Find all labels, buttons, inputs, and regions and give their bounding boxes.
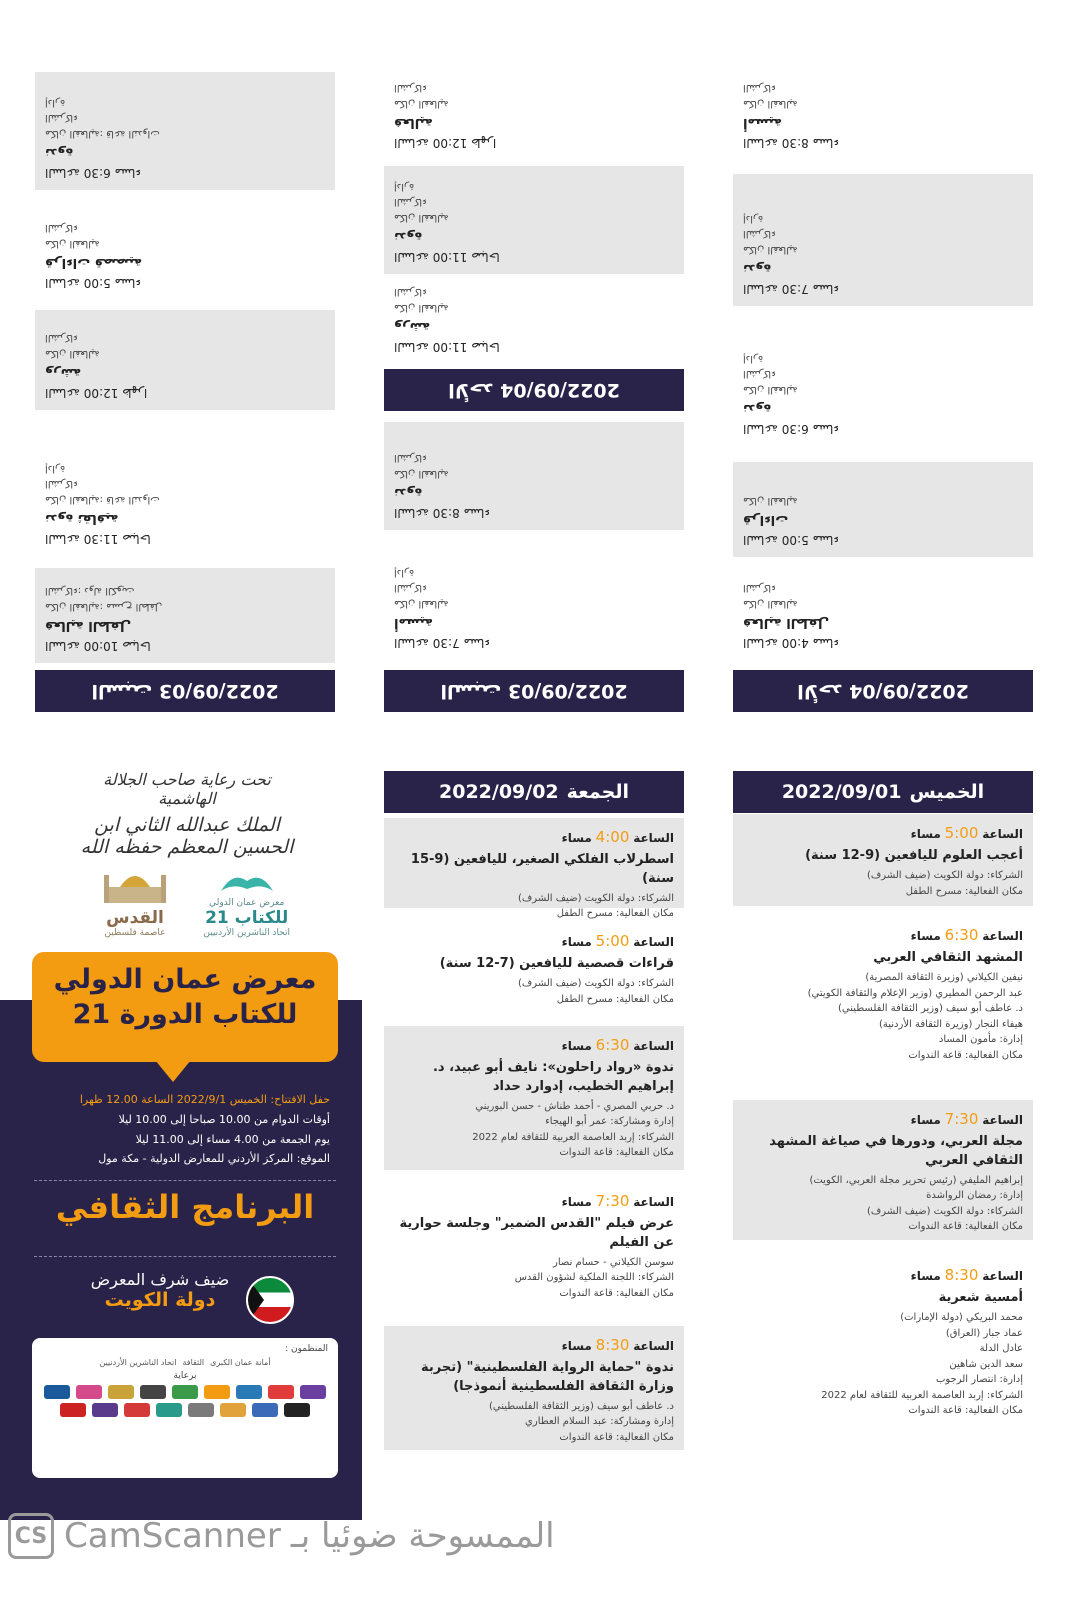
day-header-thursday: [733, 771, 1033, 813]
time-keyword: الساعة: [982, 1269, 1023, 1283]
time-period: مساء: [910, 827, 941, 841]
event-time: [394, 1190, 674, 1213]
flipped-event-time: الساعة 6:30 مساء: [45, 166, 141, 180]
patronage-line-2: الملك عبدالله الثاني ابن الحسين المعظم حفظه الله: [80, 814, 294, 858]
camscanner-watermark: [8, 1506, 1008, 1566]
flipped-event-time: الساعة 11:00 صباحا: [394, 250, 500, 264]
event-detail: مكان الفعالية: مسرح الطفل: [556, 993, 674, 1005]
callout-pointer: [155, 1060, 191, 1082]
fair-logo-sub: للكتاب: [234, 908, 289, 928]
time-period: مساء: [910, 1269, 941, 1283]
fair-logo-small: اتحاد الناشرين الأردنيين: [203, 928, 290, 938]
sponsor-logo-icon: [76, 1385, 102, 1399]
event-detail: الشركاء: اللجنة الملكية لشؤون القدس: [514, 1272, 674, 1284]
flipped-header-text: 2022/09/04 الأحد: [797, 680, 969, 702]
event-card: [733, 916, 1033, 1088]
flipped-event-line: مكان الفعالية: [394, 301, 449, 313]
event-detail: مكان الفعالية: قاعة الندوات: [559, 1147, 674, 1159]
event-detail: عبد الرحمن المطيري (وزير الإعلام والثقافة الكويتي): [807, 987, 1023, 999]
fair-title-line-1: معرض عمان الدولي: [53, 964, 317, 995]
flipped-event: [35, 200, 335, 300]
flipped-event-line: مكان الفعالية: مسرح الطفل: [45, 600, 163, 612]
flipped-event-line: الشركاء: [394, 82, 427, 94]
header-day: الخميس: [909, 781, 985, 803]
guest-of-honor: [60, 1270, 260, 1311]
event-detail: نيفين الكيلاني (وزيرة الثقافة المصرية): [865, 972, 1023, 984]
organizer-logo: اتحاد الناشرين الأردنيين: [99, 1358, 177, 1367]
event-detail: الشركاء: دولة الكويت (ضيف الشرف): [518, 978, 674, 990]
event-detail: عماد جبار (العراق): [945, 1327, 1023, 1339]
event-detail: مكان الفعالية: مسرح الطفل: [905, 885, 1023, 897]
time-period: مساء: [561, 1339, 592, 1353]
sponsor-logo-icon: [268, 1385, 294, 1399]
flipped-event: [35, 72, 335, 190]
patronage-line-1: تحت رعاية صاحب الجلالة الهاشمية: [103, 770, 271, 808]
event-detail: مكان الفعالية: مسرح الطفل: [556, 908, 674, 920]
flipped-event: [733, 174, 1033, 306]
info-line: [40, 1110, 330, 1130]
flipped-day-header: [384, 369, 684, 411]
event-detail: إدارة: مأمون المساد: [938, 1034, 1023, 1046]
event-card: [384, 818, 684, 920]
event-card: [384, 1326, 684, 1450]
flipped-event-line: إدارة: [45, 96, 66, 108]
event-detail: إدارة: رمضان الرواشدة: [926, 1190, 1023, 1202]
flipped-day-header: [733, 670, 1033, 712]
flipped-event-line: مكان الفعالية: قاعة الندوات: [45, 127, 160, 139]
time-period: مساء: [561, 935, 592, 949]
event-title: ندوة "حماية الرواية الفلسطينية" (تجربة وزارة الثقافة الفلسطينية أنموذجا): [421, 1360, 674, 1395]
info-value: من 4.00 مساء إلى 11.00 ليلا: [135, 1132, 277, 1146]
flipped-event-line: إدارة: [743, 212, 764, 224]
flipped-event-title: ورشة: [45, 365, 82, 381]
sponsor-logo-icon: [236, 1385, 262, 1399]
organizers-box: [32, 1338, 338, 1478]
event-time: [394, 1334, 674, 1357]
divider: [34, 1180, 336, 1181]
time-keyword: الساعة: [633, 935, 674, 949]
flipped-event-time: الساعة 7:30 مساء: [394, 636, 490, 650]
royal-patronage: [72, 770, 302, 858]
flipped-event-line: الشركاء: [743, 82, 776, 94]
fair-title-line-2: للكتاب الدورة 21: [72, 999, 298, 1031]
flipped-event: [733, 462, 1033, 557]
event-detail: مكان الفعالية: قاعة الندوات: [559, 1287, 674, 1299]
event-detail: محمد البريكي (دولة الإمارات): [900, 1312, 1023, 1324]
event-detail: عادل الدلة: [979, 1343, 1023, 1355]
event-time: [394, 1034, 674, 1057]
flipped-event-title: فعالية الطفل: [743, 615, 830, 631]
flipped-event-line: مكان الفعالية: [394, 467, 449, 479]
event-detail: مكان الفعالية: قاعة الندوات: [908, 1405, 1023, 1417]
event-detail: الشركاء: دولة الكويت (ضيف الشرف): [518, 892, 674, 904]
time-value: 8:30: [944, 1266, 979, 1284]
time-keyword: الساعة: [633, 1339, 674, 1353]
flipped-event: [384, 52, 684, 160]
info-label: أوقات الدوام: [271, 1112, 330, 1126]
event-title: أمسية شعرية: [938, 1290, 1023, 1306]
time-keyword: الساعة: [982, 827, 1023, 841]
sponsor-logo-icon: [204, 1385, 230, 1399]
event-detail: سوسن الكيلاني - حسام نصار: [553, 1256, 674, 1268]
flipped-event-title: فعالية: [394, 115, 433, 131]
fair-info: [40, 1090, 330, 1169]
logos-row: [100, 862, 290, 938]
flipped-event: [733, 322, 1033, 446]
event-detail: إدارة ومشاركة: عمر أبو الهيجاء: [545, 1116, 674, 1128]
flipped-event-time: الساعة 11:00 صباحا: [394, 340, 500, 354]
event-time: [394, 826, 674, 849]
info-label: يوم الجمعة: [279, 1132, 330, 1146]
flipped-event-title: أمسية: [394, 615, 433, 631]
flipped-event-line: مكان الفعالية: [45, 237, 100, 249]
header-day: الجمعة: [566, 781, 629, 803]
sponsor-logo-icon: [108, 1385, 134, 1399]
time-keyword: الساعة: [633, 1039, 674, 1053]
time-keyword: الساعة: [982, 929, 1023, 943]
sponsor-logos: [42, 1403, 328, 1417]
flipped-event-line: الشركاء: [45, 222, 78, 234]
flipped-event-time: الساعة 12:00 ظهرا: [394, 136, 497, 150]
fair-logo-num: [203, 908, 290, 928]
divider: [34, 1256, 336, 1257]
event-detail: د. حربي المصري - أحمد طناش - حسن البوريني: [475, 1100, 674, 1112]
event-detail: الشركاء: إربد العاصمة العربية للثقافة لعام 2022: [472, 1131, 674, 1143]
flipped-event-time: الساعة 5:00 مساء: [743, 533, 839, 547]
camscanner-logo-icon: CS: [8, 1513, 54, 1559]
quds-logo-name: القدس: [106, 908, 164, 928]
program-title: البرنامج الثقافي: [55, 1188, 315, 1226]
flipped-event: [384, 166, 684, 274]
fair-logo-name: معرض عمان الدولي: [209, 898, 285, 908]
event-time: [394, 930, 674, 953]
flipped-event: [35, 568, 335, 663]
flipped-event: [35, 416, 335, 556]
event-detail: مكان الفعالية: قاعة الندوات: [908, 1221, 1023, 1233]
flipped-event: [384, 422, 684, 530]
time-value: 5:00: [595, 932, 630, 950]
organizer-logo: أمانة عمان الكبرى: [210, 1358, 271, 1367]
flipped-event-time: الساعة 12:00 ظهرا: [45, 386, 148, 400]
flipped-event-time: الساعة 10:00 صباحا: [45, 639, 151, 653]
event-detail: إدارة: انتصار الرجوب: [935, 1374, 1023, 1386]
flipped-event-time: الساعة 7:30 مساء: [743, 282, 839, 296]
flipped-event-line: مكان الفعالية: [45, 347, 100, 359]
flipped-event-line: إدارة: [45, 462, 66, 474]
header-date: 2022/09/01: [781, 781, 902, 803]
sponsor-logo-icon: [60, 1403, 86, 1417]
flipped-event-line: مكان الفعالية: [743, 383, 798, 395]
guest-line-1: ضيف شرف المعرض: [90, 1270, 230, 1289]
info-label: حفل الافتتاح:: [270, 1093, 330, 1106]
flipped-event: [384, 280, 684, 364]
flipped-event-line: الشركاء: [45, 112, 78, 124]
flipped-event-line: الشركاء: [394, 196, 427, 208]
sponsor-logo-icon: [252, 1403, 278, 1417]
flipped-event-line: الشركاء: [45, 478, 78, 490]
time-keyword: الساعة: [633, 831, 674, 845]
event-detail: الشركاء: إربد العاصمة العربية للثقافة لعام 2022: [821, 1389, 1023, 1401]
sponsor-logo-icon: [92, 1403, 118, 1417]
event-title: اسطرلاب الفلكي الصغير، لليافعين (9-15 سنة): [410, 852, 674, 887]
event-card: [384, 922, 684, 1016]
event-card: [733, 1100, 1033, 1240]
flipped-event-title: ندوة: [45, 145, 74, 161]
time-period: مساء: [910, 1113, 941, 1127]
flipped-event-line: الشركاء: [394, 286, 427, 298]
sponsor-logo-icon: [220, 1403, 246, 1417]
time-keyword: الساعة: [982, 1113, 1023, 1127]
flipped-event-line: مكان الفعالية: [394, 211, 449, 223]
event-title: مجلة العربي، ودورها في صياغة المشهد الثقافي العربي: [769, 1134, 1023, 1169]
sponsor-logo-icon: [140, 1385, 166, 1399]
flipped-event-line: مكان الفعالية: [743, 494, 798, 506]
header-date: 2022/09/02: [439, 781, 559, 803]
info-line: [40, 1130, 330, 1150]
time-value: 6:30: [595, 1036, 630, 1054]
flipped-event-time: الساعة 6:30 مساء: [743, 422, 839, 436]
organizers-label: المنظمون :: [285, 1344, 328, 1354]
flipped-event-title: ندوة: [743, 261, 772, 277]
flipped-event-line: مكان الفعالية: [394, 97, 449, 109]
fair-title-box: [32, 952, 338, 1062]
event-detail: سعد الدين شاهين: [949, 1358, 1023, 1370]
flipped-event-time: الساعة 8:30 مساء: [743, 136, 839, 150]
info-line: [40, 1149, 330, 1169]
event-time: [743, 822, 1023, 845]
event-title: عرض فيلم "القدس الضمير" وجلسة حوارية عن الفيلم: [399, 1216, 674, 1251]
flipped-event: [384, 536, 684, 660]
flipped-header-text: 2022/09/04 الأحد: [448, 379, 620, 401]
event-title: ندوة «رواد راحلون»: نايف أبو عبيد، د. إبراهيم الخطيب، إدوارد حداد: [432, 1060, 674, 1095]
flipped-event-line: إدارة: [743, 352, 764, 364]
event-detail: إبراهيم المليفي (رئيس تحرير مجلة العربي، الكويت): [809, 1174, 1023, 1186]
event-detail: هيفاء النجار (وزيرة الثقافة الأردنية): [878, 1018, 1023, 1030]
time-keyword: الساعة: [633, 1195, 674, 1209]
flipped-event-title: ندوة: [394, 229, 423, 245]
flipped-event-line: الشركاء: [394, 582, 427, 594]
camscanner-text: الممسوحة ضوئيا بـ: [290, 1516, 555, 1556]
info-value: المركز الأردني للمعارض الدولية - مكة مول: [98, 1152, 294, 1166]
flipped-event-title: ورشة: [394, 319, 431, 335]
flipped-event-line: مكان الفعالية: [394, 597, 449, 609]
flipped-event-line: الشركاء: دولة الكويت: [45, 585, 135, 597]
event-title: أعجب العلوم لليافعين (9-12 سنة): [805, 848, 1023, 864]
info-label: الموقع:: [296, 1152, 330, 1166]
flipped-event-time: الساعة 4:00 مساء: [743, 636, 839, 650]
sponsor-logo-icon: [172, 1385, 198, 1399]
flipped-event-line: الشركاء: [743, 228, 776, 240]
fair-logo-number: 21: [205, 908, 229, 928]
flipped-event-title: قراءات قصصية: [45, 255, 143, 271]
event-title: قراءات قصصية لليافعين (7-12 سنة): [439, 956, 674, 972]
time-value: 8:30: [595, 1336, 630, 1354]
event-title: المشهد الثقافي العربي: [873, 950, 1023, 966]
flipped-event: [733, 570, 1033, 660]
flipped-day-header: [35, 670, 335, 712]
sponsor-logo-icon: [300, 1385, 326, 1399]
flipped-event-title: قراءات: [743, 512, 789, 528]
flipped-event-line: الشركاء: [743, 368, 776, 380]
flipped-event-line: مكان الفعالية: [743, 97, 798, 109]
event-time: [743, 924, 1023, 947]
info-value: الخميس 2022/9/1 الساعة 12.00 ظهرا: [79, 1093, 267, 1106]
flipped-event-line: إدارة: [394, 180, 415, 192]
time-period: مساء: [910, 929, 941, 943]
flipped-event-line: مكان الفعالية: قاعة الندوات: [45, 493, 160, 505]
time-value: 7:30: [944, 1110, 979, 1128]
event-detail: الشركاء: دولة الكويت (ضيف الشرف): [867, 870, 1023, 882]
event-card: [733, 814, 1033, 906]
organizer-logos: [42, 1358, 328, 1367]
flipped-event-line: الشركاء: [394, 452, 427, 464]
event-card: [733, 1256, 1033, 1456]
event-card: [384, 1026, 684, 1170]
flipped-day-header: [384, 670, 684, 712]
flipped-header-text: 2022/09/03 السبت: [91, 680, 279, 702]
event-detail: مكان الفعالية: قاعة الندوات: [908, 1049, 1023, 1061]
organizer-logo: الثقافة: [182, 1358, 205, 1367]
event-detail: د. عاطف أبو سيف (وزير الثقافة الفلسطيني): [488, 1400, 674, 1412]
sponsor-logo-icon: [188, 1403, 214, 1417]
quds-logo: [100, 865, 170, 938]
info-line: [40, 1090, 330, 1110]
flipped-event-title: ندوة: [743, 401, 772, 417]
flipped-event-title: أمسية: [743, 115, 782, 131]
flipped-event-time: الساعة 8:30 مساء: [394, 506, 490, 520]
time-period: مساء: [561, 831, 592, 845]
guest-line-2: دولة الكويت: [104, 1289, 216, 1311]
event-card: [384, 1182, 684, 1312]
dome-icon: [100, 865, 170, 905]
flipped-event-time: الساعة 11:30 صباحا: [45, 532, 151, 546]
flipped-event-title: ندوة: [394, 485, 423, 501]
kuwait-flag-icon: [246, 1276, 294, 1324]
flipped-event-line: مكان الفعالية: [743, 243, 798, 255]
flipped-event-line: مكان الفعالية: [743, 597, 798, 609]
sponsor-logo-icon: [124, 1403, 150, 1417]
event-detail: د. عاطف أبو سيف (وزير الثقافة الفلسطيني): [837, 1003, 1023, 1015]
sponsors-label: برعاية: [173, 1371, 197, 1381]
event-detail: الشركاء: دولة الكويت (ضيف الشرف): [867, 1205, 1023, 1217]
flipped-event-line: الشركاء: [45, 332, 78, 344]
event-time: [743, 1108, 1023, 1131]
sponsor-logos: [42, 1385, 328, 1399]
event-detail: مكان الفعالية: قاعة الندوات: [559, 1431, 674, 1443]
time-value: 6:30: [944, 926, 979, 944]
event-detail: إدارة ومشاركة: عبد السلام العطاري: [525, 1416, 674, 1428]
info-value: من 10.00 صباحا إلى 10.00 ليلا: [118, 1112, 269, 1126]
flipped-event-title: فعالية الطفل: [45, 618, 132, 634]
quds-logo-sub: عاصمة فلسطين: [104, 928, 166, 938]
flipped-event-line: إدارة: [394, 566, 415, 578]
flipped-header-text: 2022/09/03 السبت: [440, 680, 628, 702]
camscanner-brand: CamScanner: [64, 1516, 281, 1556]
time-value: 4:00: [595, 828, 630, 846]
time-period: مساء: [561, 1039, 592, 1053]
sponsor-logo-icon: [284, 1403, 310, 1417]
flipped-event: [733, 52, 1033, 160]
time-period: مساء: [561, 1195, 592, 1209]
flipped-event-time: الساعة 5:00 مساء: [45, 276, 141, 290]
sponsor-logo-icon: [44, 1385, 70, 1399]
time-value: 7:30: [595, 1192, 630, 1210]
flipped-event-title: ندوة ثقافية: [45, 511, 119, 527]
day-header-friday: [384, 771, 684, 813]
flipped-event: [35, 310, 335, 410]
sponsor-logo-icon: [156, 1403, 182, 1417]
time-value: 5:00: [944, 824, 979, 842]
fair-logo: [203, 867, 290, 938]
book-icon: [217, 867, 277, 895]
flipped-event-line: الشركاء: [743, 582, 776, 594]
event-time: [743, 1264, 1023, 1287]
